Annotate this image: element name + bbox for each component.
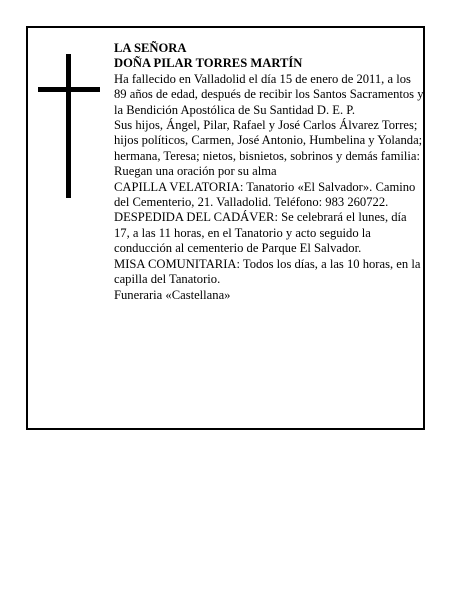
prayer-request: Ruegan una oración por su alma bbox=[114, 164, 277, 179]
notice-title: LA SEÑORA bbox=[114, 41, 187, 55]
cross-vertical-bar bbox=[66, 54, 71, 198]
death-announcement: Ha fallecido en Valladolid el día 15 de enero de 2011, a los 89 años de edad, después de recibir los Santos Sacramentos y la Bendición Apostólica de Su Santidad D. E. P. bbox=[114, 71, 424, 117]
notice-body bbox=[114, 41, 424, 303]
family-list: Sus hijos, Ángel, Pilar, Rafael y José Carlos Álvarez Torres; hijos políticos, Carmen, José Antonio, Humbelina y Yolanda; hermana, Teresa; nietos, bisnietos, sobrinos y demás familia: bbox=[114, 118, 423, 163]
deceased-name: DOÑA PILAR TORRES MARTÍN bbox=[114, 56, 303, 71]
obituary-notice bbox=[26, 26, 425, 430]
cross-horizontal-bar bbox=[38, 87, 100, 92]
funeral-home: Funeraria «Castellana» bbox=[114, 287, 231, 302]
funeral-procession-info: DESPEDIDA DEL CADÁVER: Se celebrará el lunes, día 17, a las 11 horas, en el Tanatorio y acto seguido la conducción al cementerio de Parque El Salvador. bbox=[114, 210, 407, 256]
wake-chapel-info: CAPILLA VELATORIA: Tanatorio «El Salvador». Camino del Cementerio, 21. Valladolid. Teléfono: 983 260722. bbox=[114, 179, 416, 210]
community-mass-info: MISA COMUNITARIA: Todos los días, a las 10 horas, en la capilla del Tanatorio. bbox=[114, 256, 421, 287]
cross-icon bbox=[38, 54, 100, 198]
